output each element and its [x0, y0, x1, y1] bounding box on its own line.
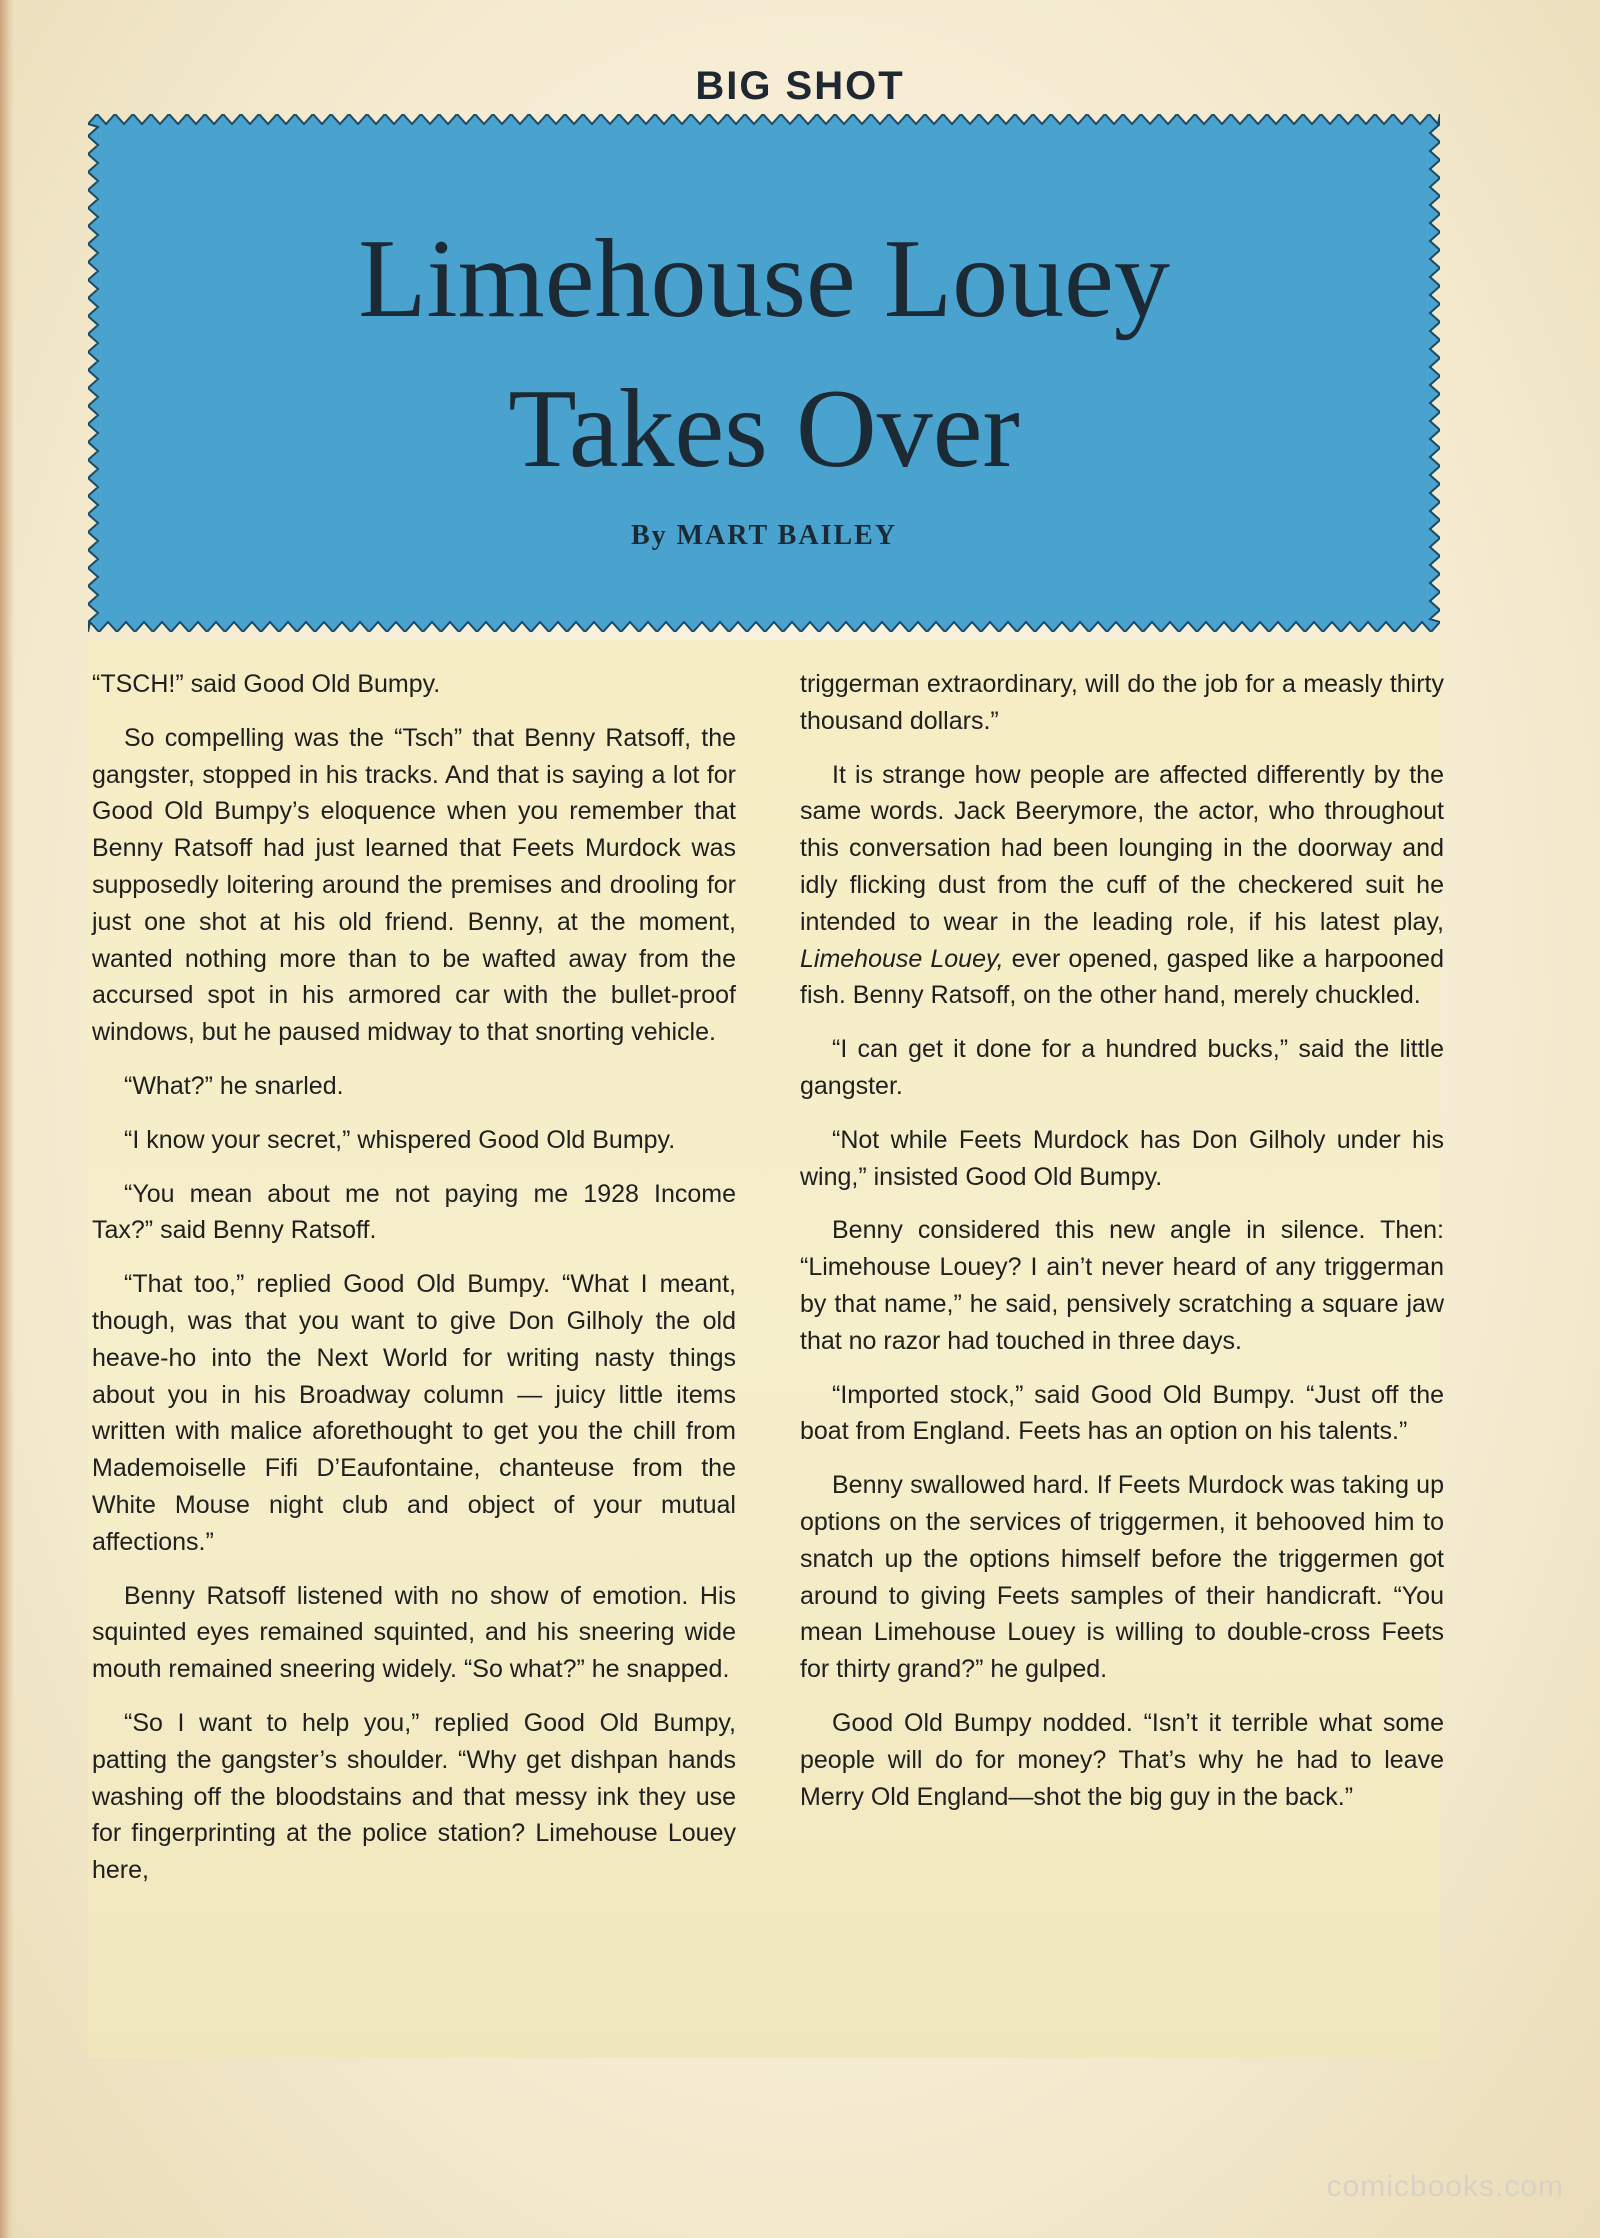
- article-paragraph: “Not while Feets Murdock has Don Gilholy under his wing,” insisted Good Old Bumpy.: [800, 1125, 1444, 1191]
- story-byline: By MART BAILEY: [630, 520, 898, 551]
- article-paragraph: “TSCH!” said Good Old Bumpy.: [92, 670, 441, 698]
- title-banner: [88, 114, 1440, 632]
- source-watermark: comicbooks.com: [1326, 2170, 1564, 2203]
- article-paragraph: “I can get it done for a hundred bucks,” said the little gangster.: [800, 1035, 1444, 1100]
- article-paragraph: “Imported stock,” said Good Old Bumpy. “Just off the boat from England. Feets has an option on his talents.”: [800, 1380, 1444, 1446]
- magazine-masthead: BIG SHOT: [695, 64, 905, 108]
- story-title-line-1: Limehouse Louey: [358, 217, 1170, 341]
- article-paragraph: Good Old Bumpy nodded. “Isn’t it terrible what some people will do for money? That’s why he had to leave Merry Old England—shot the big guy in the back.”: [800, 1708, 1444, 1811]
- article-paragraph: [800, 757, 1444, 1015]
- page-binding-edge: [0, 0, 14, 2238]
- article-column-left: [92, 666, 736, 2046]
- article-paragraph: Benny considered this new angle in silence. Then: “Limehouse Louey? I ain’t never heard of any triggerman by that name,” he said, pensively scratching a square jaw that no razor had touched in three days.: [800, 1216, 1444, 1355]
- story-title: [88, 204, 1440, 504]
- story-title-line-2: Takes Over: [508, 367, 1020, 491]
- article-paragraph: “So I want to help you,” replied Good Old Bumpy, patting the gangster’s shoulder. “Why get dishpan hands washing off the bloodstains and that messy ink they use for fingerprinting at the police station? Limehouse Louey here,: [92, 1708, 736, 1885]
- article-paragraph: Benny swallowed hard. If Feets Murdock was taking up options on the services of triggermen, it behooved him to snatch up the options himself before the triggermen got around to giving Feets samples of their handicraft. “You mean Limehouse Louey is willing to double-cross Feets for thirty grand?” he gulped.: [800, 1471, 1444, 1684]
- article-paragraph: Benny Ratsoff listened with no show of emotion. His squinted eyes remained squinted, and his sneering wide mouth remained sneering widely. “So what?” he snapped.: [92, 1581, 736, 1684]
- article-column-right: [800, 666, 1444, 2046]
- article-paragraph: “What?” he snarled.: [124, 1071, 344, 1100]
- paragraph-text: ever opened, gasped like a harpooned fish. Benny Ratsoff, on the other hand, merely chuckled.: [800, 944, 1444, 1010]
- article-paragraph-continued: triggerman extraordinary, will do the job for a measly thirty thousand dollars.”: [800, 670, 1444, 735]
- article-paragraph: “You mean about me not paying me 1928 Income Tax?” said Benny Ratsoff.: [92, 1179, 736, 1245]
- play-title-italic: Limehouse Louey,: [800, 944, 1004, 973]
- article-paragraph: So compelling was the “Tsch” that Benny Ratsoff, the gangster, stopped in his tracks. And that is saying a lot for Good Old Bumpy’s eloquence when you remember that Benny Ratsoff had just learned that Feets Murdock was supposedly loitering around the premises and drooling for just one shot at his old friend. Benny, at the moment, wanted nothing more than to be wafted away from the accursed spot in his armored car with the bullet-proof windows, but he paused midway to that snorting vehicle.: [92, 723, 736, 1047]
- paragraph-text: It is strange how people are affected differently by the same words. Jack Beerymore, the actor, who throughout this conversation had been lounging in the doorway and idly flicking dust from the cuff of the checkered suit he intended to wear in the leading role, if his latest play,: [800, 760, 1444, 936]
- article-paragraph: “I know your secret,” whispered Good Old Bumpy.: [124, 1125, 676, 1154]
- article-paragraph: “That too,” replied Good Old Bumpy. “What I meant, though, was that you want to give Don Gilholy the old heave-ho into the Next World for writing nasty things about you in his Broadway column — juicy little items written with malice aforethought to get you the chill from Mademoiselle Fifi D’Eaufontaine, chanteuse from the White Mouse night club and object of your mutual affections.”: [92, 1270, 736, 1556]
